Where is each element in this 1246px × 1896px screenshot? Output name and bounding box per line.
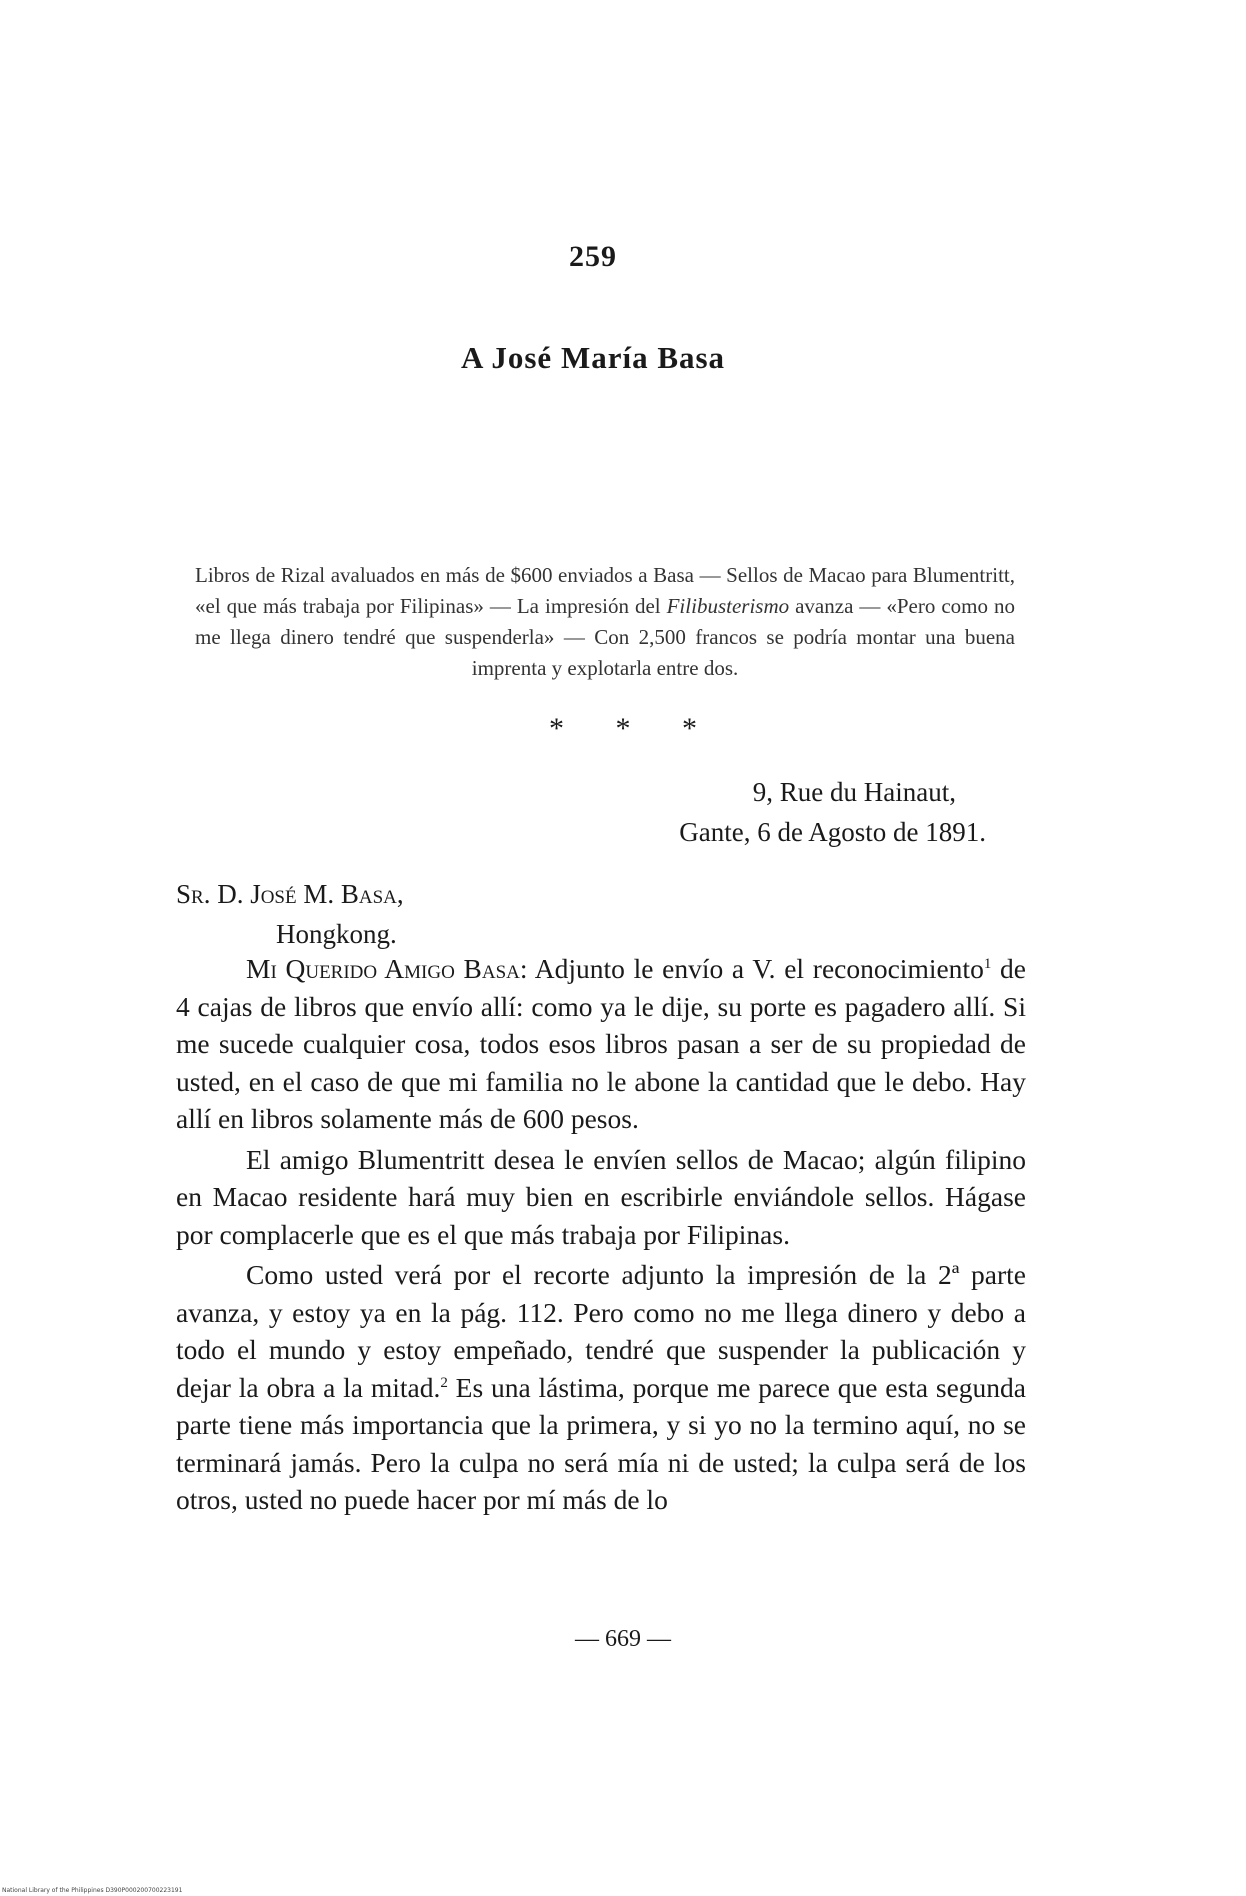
place-date [679, 772, 986, 852]
letter-title: A José María Basa [460, 340, 726, 375]
footnote-marker-2: 2 [440, 1374, 448, 1391]
summary-italic-title: Filibusterismo [666, 594, 790, 618]
letter-body [176, 950, 1026, 1522]
salutation: Mi Querido Amigo Basa: [246, 953, 528, 984]
place-line: 9, Rue du Hainaut, [752, 777, 956, 807]
date-line: Gante, 6 de Agosto de 1891. [679, 817, 986, 847]
footer-credit: National Library of the Philippines D390P000200700223191 [2, 1887, 183, 1894]
paragraph-1 [176, 950, 1026, 1138]
addressee-city: Hongkong. [276, 919, 397, 949]
paragraph-3-text-b: Es una lástima, porque me parece que esta segunda parte tiene más importancia que la primera, y si yo no la termino aquí, no se terminará jamás. Pero la culpa no será mía ni de usted; la culpa será de los otros, usted no puede hacer por mí más de lo [176, 1371, 1026, 1515]
page-number: — 669 — [575, 1626, 671, 1652]
paragraph-1-text-a: Adjunto le envío a V. el reconocimiento [527, 953, 984, 984]
section-separator: * * * [549, 712, 697, 745]
addressee [176, 874, 404, 954]
summary-text-2: avanza — «Pero como no me llega dinero tendré que suspenderla» — Con 2,500 francos se podría montar una buena imprenta y explotarla entre dos. [195, 594, 1015, 680]
paragraph-3 [176, 1256, 1026, 1519]
letter-summary [195, 560, 1015, 684]
letter-number: 259 [569, 240, 617, 273]
paragraph-3-text-a: Como usted verá por el recorte adjunto la impresión de la 2ª parte avanza, y estoy ya en la pág. 112. Pero como no me llega dinero y debo a todo el mundo y estoy empeñado, tendré que suspender la publicación y dejar la obra a la mitad. [176, 1259, 1026, 1403]
paragraph-2: El amigo Blumentritt desea le envíen sellos de Macao; algún filipino en Macao residente hará muy bien en escribirle enviándole sellos. Hágase por complacerle que es el que más trabaja por Filipinas. [176, 1143, 1026, 1250]
summary-text-1: Libros de Rizal avaluados en más de $600 enviados a Basa — Sellos de Macao para Blumentritt, «el que más trabaja por Filipinas» — La impresión del [195, 563, 1015, 618]
addressee-name: Sr. D. José M. Basa, [176, 879, 404, 909]
footnote-marker-1: 1 [983, 955, 992, 972]
paragraph-1-text-b: de 4 cajas de libros que envío allí: como ya le dije, su porte es pagadero allí. Si me sucede cualquier cosa, todos esos libros pasan a ser de su propiedad de usted, en el caso de que mi familia no le abone la cantidad que le debo. Hay allí en libros solamente más de 600 pesos. [176, 953, 1026, 1134]
